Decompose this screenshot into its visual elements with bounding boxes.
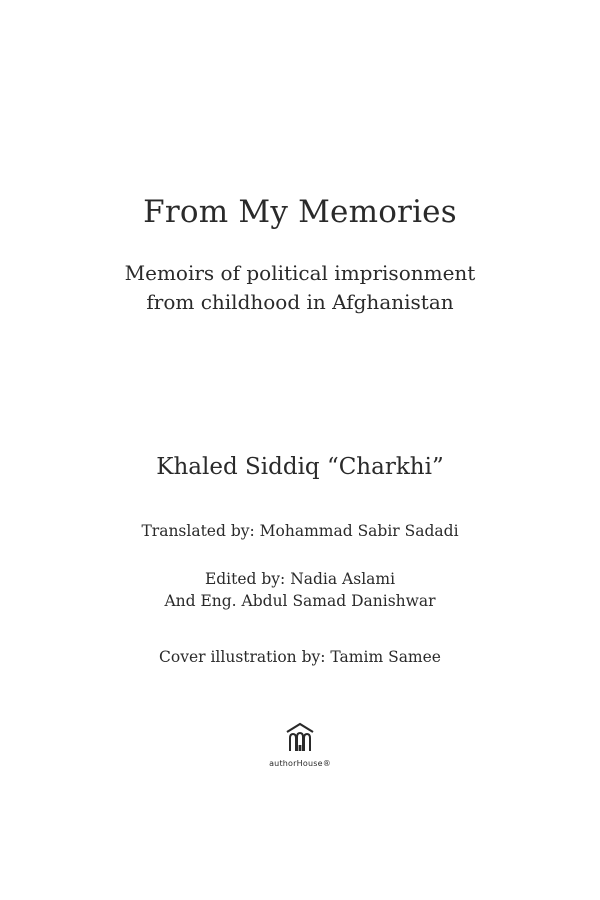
editor-line-1: Edited by: Nadia Aslami xyxy=(204,570,396,588)
book-subtitle xyxy=(0,259,600,317)
subtitle-line-1: Memoirs of political imprisonment xyxy=(124,261,476,285)
editor-line-2: And Eng. Abdul Samad Danishwar xyxy=(164,592,436,610)
subtitle-line-2: from childhood in Afghanistan xyxy=(146,290,454,314)
author-name: Khaled Siddiq “Charkhi” xyxy=(156,454,444,480)
book-title: From My Memories xyxy=(143,194,457,230)
publisher-logo-icon xyxy=(284,722,316,752)
editor-credit xyxy=(0,568,600,612)
illustration-credit: Cover illustration by: Tamim Samee xyxy=(159,648,441,666)
translator-credit: Translated by: Mohammad Sabir Sadadi xyxy=(141,522,459,540)
publisher-name: authorHouse® xyxy=(269,759,331,768)
